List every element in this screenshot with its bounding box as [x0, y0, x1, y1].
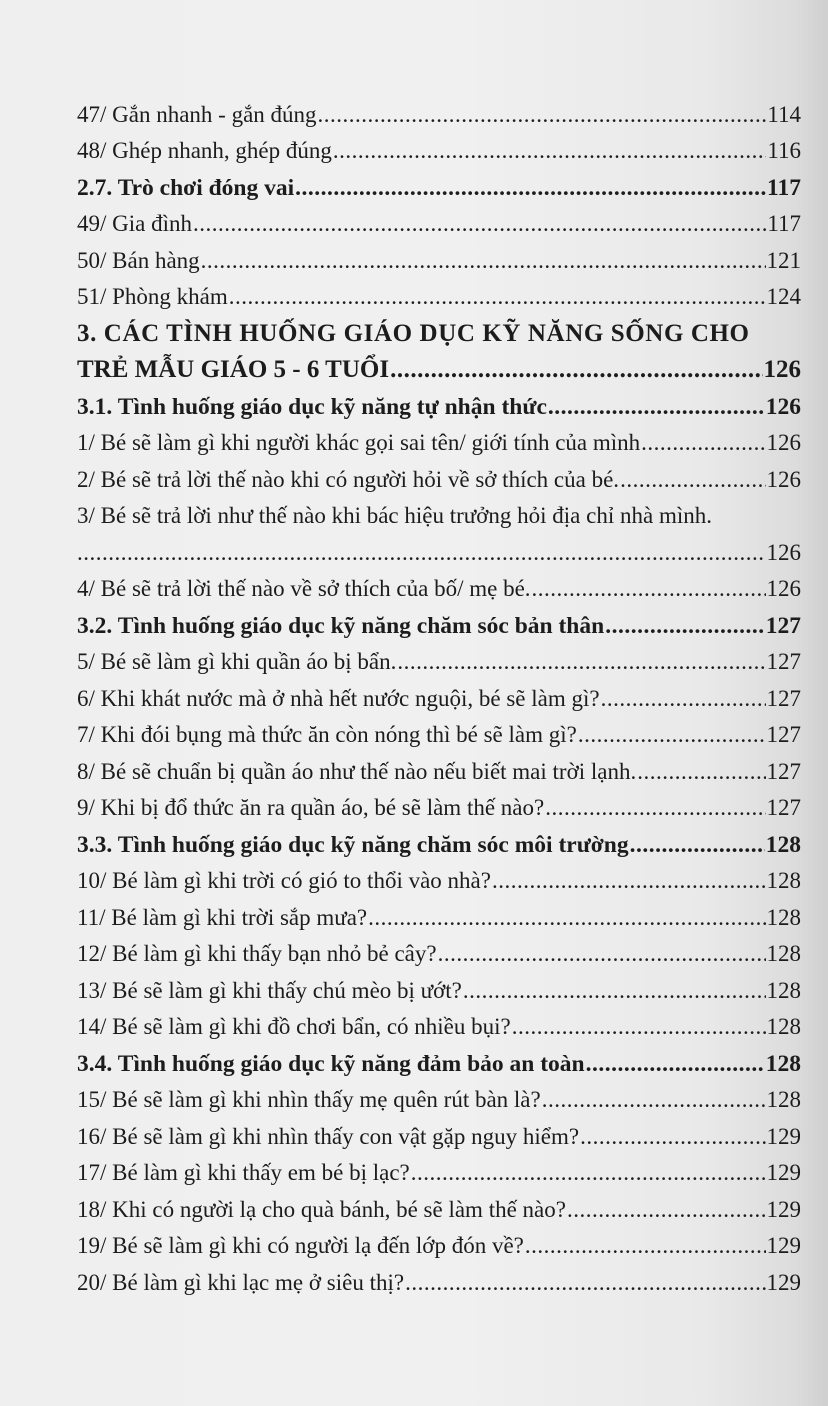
toc-entry-title: 14/ Bé sẽ làm gì khi đồ chơi bẩn, có nhiều bụi?: [77, 1014, 511, 1039]
toc-subsection: [77, 822, 801, 859]
toc-entry: [77, 895, 801, 932]
toc-subsection: [77, 165, 801, 202]
toc-entry: [77, 1114, 801, 1151]
toc-entry-title: 3/ Bé sẽ trả lời như thế nào khi bác hiệu trưởng hỏi địa chỉ nhà mình.: [77, 503, 712, 528]
toc-entry-title: 2.7. Trò chơi đóng vai: [77, 174, 295, 201]
toc-leader-dots: [463, 977, 766, 1005]
toc-entry-title: 47/ Gắn nhanh - gắn đúng: [77, 101, 317, 127]
toc-page-number: 129: [766, 1269, 801, 1295]
toc-entry-title: 2/ Bé sẽ trả lời thế nào khi có người hỏi về sở thích của bé.: [77, 466, 620, 492]
toc-entry-title: 10/ Bé làm gì khi trời có gió to thổi vào nhà?: [77, 868, 491, 893]
toc-page-number: 117: [767, 211, 801, 236]
toc-entry-title: 17/ Bé làm gì khi thấy em bé bị lạc?: [77, 1160, 410, 1185]
toc-leader-dots: [586, 1050, 765, 1078]
toc-leader-dots: [567, 1196, 766, 1224]
toc-subsection: [77, 384, 801, 421]
toc-leader-dots: [318, 101, 767, 129]
toc-entry-title: 48/ Ghép nhanh, ghép đúng: [77, 138, 332, 163]
toc-page-number: 124: [766, 284, 801, 309]
toc-leader-dots: [405, 1269, 765, 1297]
toc-leader-dots: [525, 1232, 766, 1260]
toc-page-number: 129: [766, 1233, 801, 1258]
toc-entry-title: 6/ Khi khát nước mà ở nhà hết nước nguội, bé sẽ làm gì?: [77, 685, 600, 711]
toc-leader-dots: [492, 867, 766, 895]
toc-leader-dots: [201, 247, 766, 275]
toc-leader-dots: [229, 283, 766, 311]
toc-page-number: 128: [766, 868, 801, 893]
toc-leader-dots: [605, 612, 765, 640]
toc-leader-dots: [193, 210, 766, 238]
toc-entry-title: 8/ Bé sẽ chuẩn bị quần áo như thế nào nếu biết mai trời lạnh.: [77, 758, 637, 784]
toc-entry: [77, 1260, 801, 1297]
toc-subsection: [77, 603, 801, 640]
toc-leader-dots: [580, 1123, 765, 1151]
toc-entry: [77, 494, 801, 531]
toc-leader-dots: [438, 940, 766, 968]
toc-entry: [77, 1224, 801, 1261]
toc-page-number: 128: [766, 941, 801, 966]
toc-leader-dots: [333, 137, 766, 165]
toc-page-number: 121: [766, 247, 801, 273]
toc-page-number: 126: [766, 466, 801, 492]
toc-section-title-line1: 3. CÁC TÌNH HUỐNG GIÁO DỤC KỸ NĂNG SỐNG CHO: [77, 319, 750, 347]
toc-entry-title: 3.2. Tình huống giáo dục kỹ năng chăm sóc bản thân: [77, 612, 605, 639]
toc-section-heading-cont: [77, 348, 801, 385]
toc-entry-title: 20/ Bé làm gì khi lạc mẹ ở siêu thị?: [77, 1269, 405, 1295]
toc-leader-dots: [368, 904, 765, 932]
toc-entry: [77, 1078, 801, 1115]
toc-leader-dots: [411, 1159, 766, 1187]
toc-page-number: 127: [766, 685, 801, 711]
toc-entry-title: 49/ Gia đình: [77, 211, 192, 236]
toc-entry-title: 50/ Bán hàng: [77, 247, 200, 273]
toc-leader-dots: [548, 393, 765, 421]
toc-entry: [77, 92, 801, 129]
toc-entry-title: 13/ Bé sẽ làm gì khi thấy chú mèo bị ướt?: [77, 977, 462, 1003]
toc-leader-dots: [532, 575, 766, 603]
toc-page-number: 128: [766, 977, 801, 1003]
toc-entry: [77, 1151, 801, 1188]
toc-page-number: 127: [766, 649, 801, 674]
toc-section-title-line2: TRẺ MẪU GIÁO 5 - 6 TUỔI: [77, 356, 390, 383]
toc-entry: [77, 238, 801, 275]
toc-section-heading: [77, 311, 801, 348]
toc-page-number: 129: [766, 1123, 801, 1149]
toc-entry: [77, 749, 801, 786]
toc-entry: [77, 202, 801, 239]
toc-entry: [77, 968, 801, 1005]
toc-entry: [77, 275, 801, 312]
toc-page-number: 129: [766, 1160, 801, 1185]
toc-entry-title: 7/ Khi đói bụng mà thức ăn còn nóng thì bé sẽ làm gì?: [77, 722, 577, 747]
toc-entry-title: 4/ Bé sẽ trả lời thế nào về sở thích của bố/ mẹ bé.: [77, 576, 531, 601]
toc-page-number: 128: [766, 1087, 801, 1112]
toc-leader-dots: [77, 539, 766, 567]
toc-entry: [77, 129, 801, 166]
toc-entry-title: 16/ Bé sẽ làm gì khi nhìn thấy con vật gặp nguy hiểm?: [77, 1123, 580, 1149]
toc-leader-dots: [397, 648, 765, 676]
toc-leader-dots: [512, 1013, 766, 1041]
toc-leader-dots: [545, 794, 765, 822]
toc-page-number: 126: [766, 539, 801, 565]
toc-leader-dots: [620, 466, 765, 494]
table-of-contents: [77, 92, 801, 1297]
toc-entry: [77, 640, 801, 677]
toc-entry-cont: [77, 530, 801, 567]
toc-entry-title: 12/ Bé làm gì khi thấy bạn nhỏ bẻ cây?: [77, 941, 437, 966]
toc-leader-dots: [601, 685, 766, 713]
toc-leader-dots: [641, 429, 765, 457]
toc-entry-title: 5/ Bé sẽ làm gì khi quần áo bị bẩn.: [77, 649, 397, 674]
toc-page-number: 127: [766, 722, 801, 747]
toc-entry-title: 15/ Bé sẽ làm gì khi nhìn thấy mẹ quên rút bàn là?: [77, 1087, 541, 1112]
toc-page-number: 127: [765, 612, 801, 639]
toc-entry: [77, 421, 801, 458]
toc-page-number: 126: [766, 576, 801, 601]
toc-page-number: 114: [767, 101, 801, 127]
toc-leader-dots: [630, 831, 765, 859]
toc-page-number: 127: [766, 795, 801, 820]
toc-entry-title: 51/ Phòng khám: [77, 284, 228, 309]
toc-leader-dots: [578, 721, 766, 749]
toc-page-number: 126: [766, 430, 801, 455]
toc-entry: [77, 567, 801, 604]
toc-entry-title: 11/ Bé làm gì khi trời sắp mưa?: [77, 904, 368, 930]
toc-leader-dots: [542, 1086, 766, 1114]
toc-entry: [77, 1005, 801, 1042]
toc-entry: [77, 786, 801, 823]
toc-page-number: 128: [766, 904, 801, 930]
toc-page-number: 129: [766, 1196, 801, 1222]
toc-page-number: 128: [765, 1050, 801, 1077]
toc-leader-dots: [637, 758, 765, 786]
toc-page-number: 128: [766, 1014, 801, 1039]
toc-page-number: 128: [765, 831, 801, 858]
toc-entry-title: 9/ Khi bị đổ thức ăn ra quần áo, bé sẽ làm thế nào?: [77, 795, 545, 820]
toc-page-number: 126: [765, 393, 801, 420]
toc-leader-dots: [390, 356, 762, 384]
toc-entry-title: 19/ Bé sẽ làm gì khi có người lạ đến lớp đón về?: [77, 1233, 524, 1258]
toc-page-number: 117: [767, 174, 801, 201]
toc-entry: [77, 457, 801, 494]
toc-leader-dots: [295, 174, 766, 202]
toc-entry-title: 3.3. Tình huống giáo dục kỹ năng chăm sóc môi trường: [77, 831, 629, 858]
toc-entry-title: 3.1. Tình huống giáo dục kỹ năng tự nhận thức: [77, 393, 547, 420]
toc-subsection: [77, 1041, 801, 1078]
toc-page-number: 116: [767, 138, 801, 163]
toc-entry: [77, 713, 801, 750]
toc-entry: [77, 932, 801, 969]
toc-entry: [77, 859, 801, 896]
toc-entry-title: 1/ Bé sẽ làm gì khi người khác gọi sai tên/ giới tính của mình: [77, 430, 641, 455]
toc-page-number: 126: [763, 356, 801, 383]
toc-entry-title: 3.4. Tình huống giáo dục kỹ năng đảm bảo an toàn: [77, 1050, 585, 1077]
toc-entry: [77, 1187, 801, 1224]
toc-entry-title: 18/ Khi có người lạ cho quà bánh, bé sẽ làm thế nào?: [77, 1196, 566, 1222]
toc-page-number: 127: [766, 758, 801, 784]
toc-entry: [77, 676, 801, 713]
